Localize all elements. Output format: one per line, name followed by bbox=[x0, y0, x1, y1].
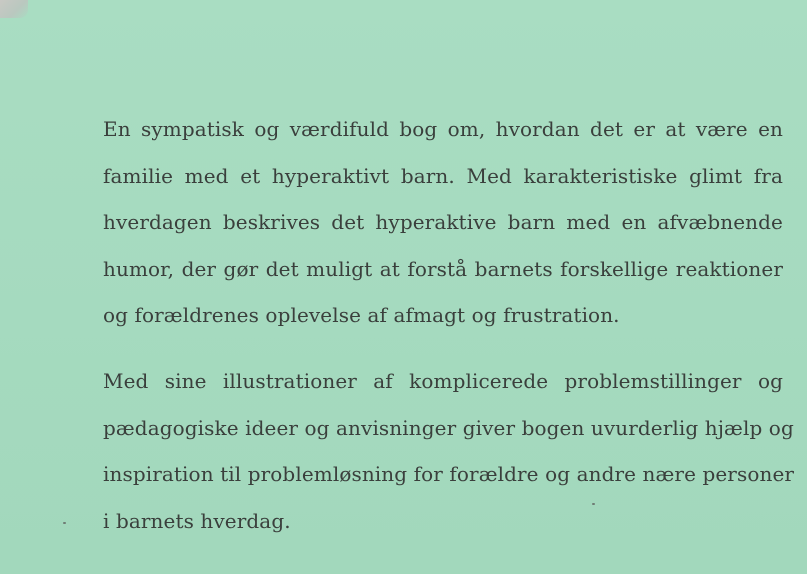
description-paragraph-1 bbox=[103, 106, 783, 339]
text-line: familie med et hyperaktivt barn. Med karakteristiske glimt fra bbox=[103, 163, 783, 188]
text-line: og forældrenes oplevelse af afmagt og frustration. bbox=[103, 303, 620, 327]
print-speck bbox=[592, 503, 595, 505]
text-line: Med sine illustrationer af komplicerede problemstillinger og bbox=[103, 369, 783, 393]
print-speck bbox=[63, 522, 66, 524]
text-line: En sympatisk og værdifuld bog om, hvordan det er at være en bbox=[103, 117, 783, 141]
worn-corner bbox=[0, 0, 28, 18]
text-line: pædagogiske ideer og anvisninger giver bogen uvurderlig hjælp og bbox=[103, 415, 794, 440]
text-line: i barnets hverdag. bbox=[103, 508, 291, 533]
text-line: inspiration til problemløsning for forældre og andre nære personer bbox=[103, 462, 795, 486]
description-paragraph-2 bbox=[103, 358, 795, 544]
text-line: humor, der gør det muligt at forstå barnets forskellige reaktioner bbox=[103, 256, 783, 281]
text-line: hverdagen beskrives det hyperaktive barn med en afvæbnende bbox=[103, 210, 783, 234]
